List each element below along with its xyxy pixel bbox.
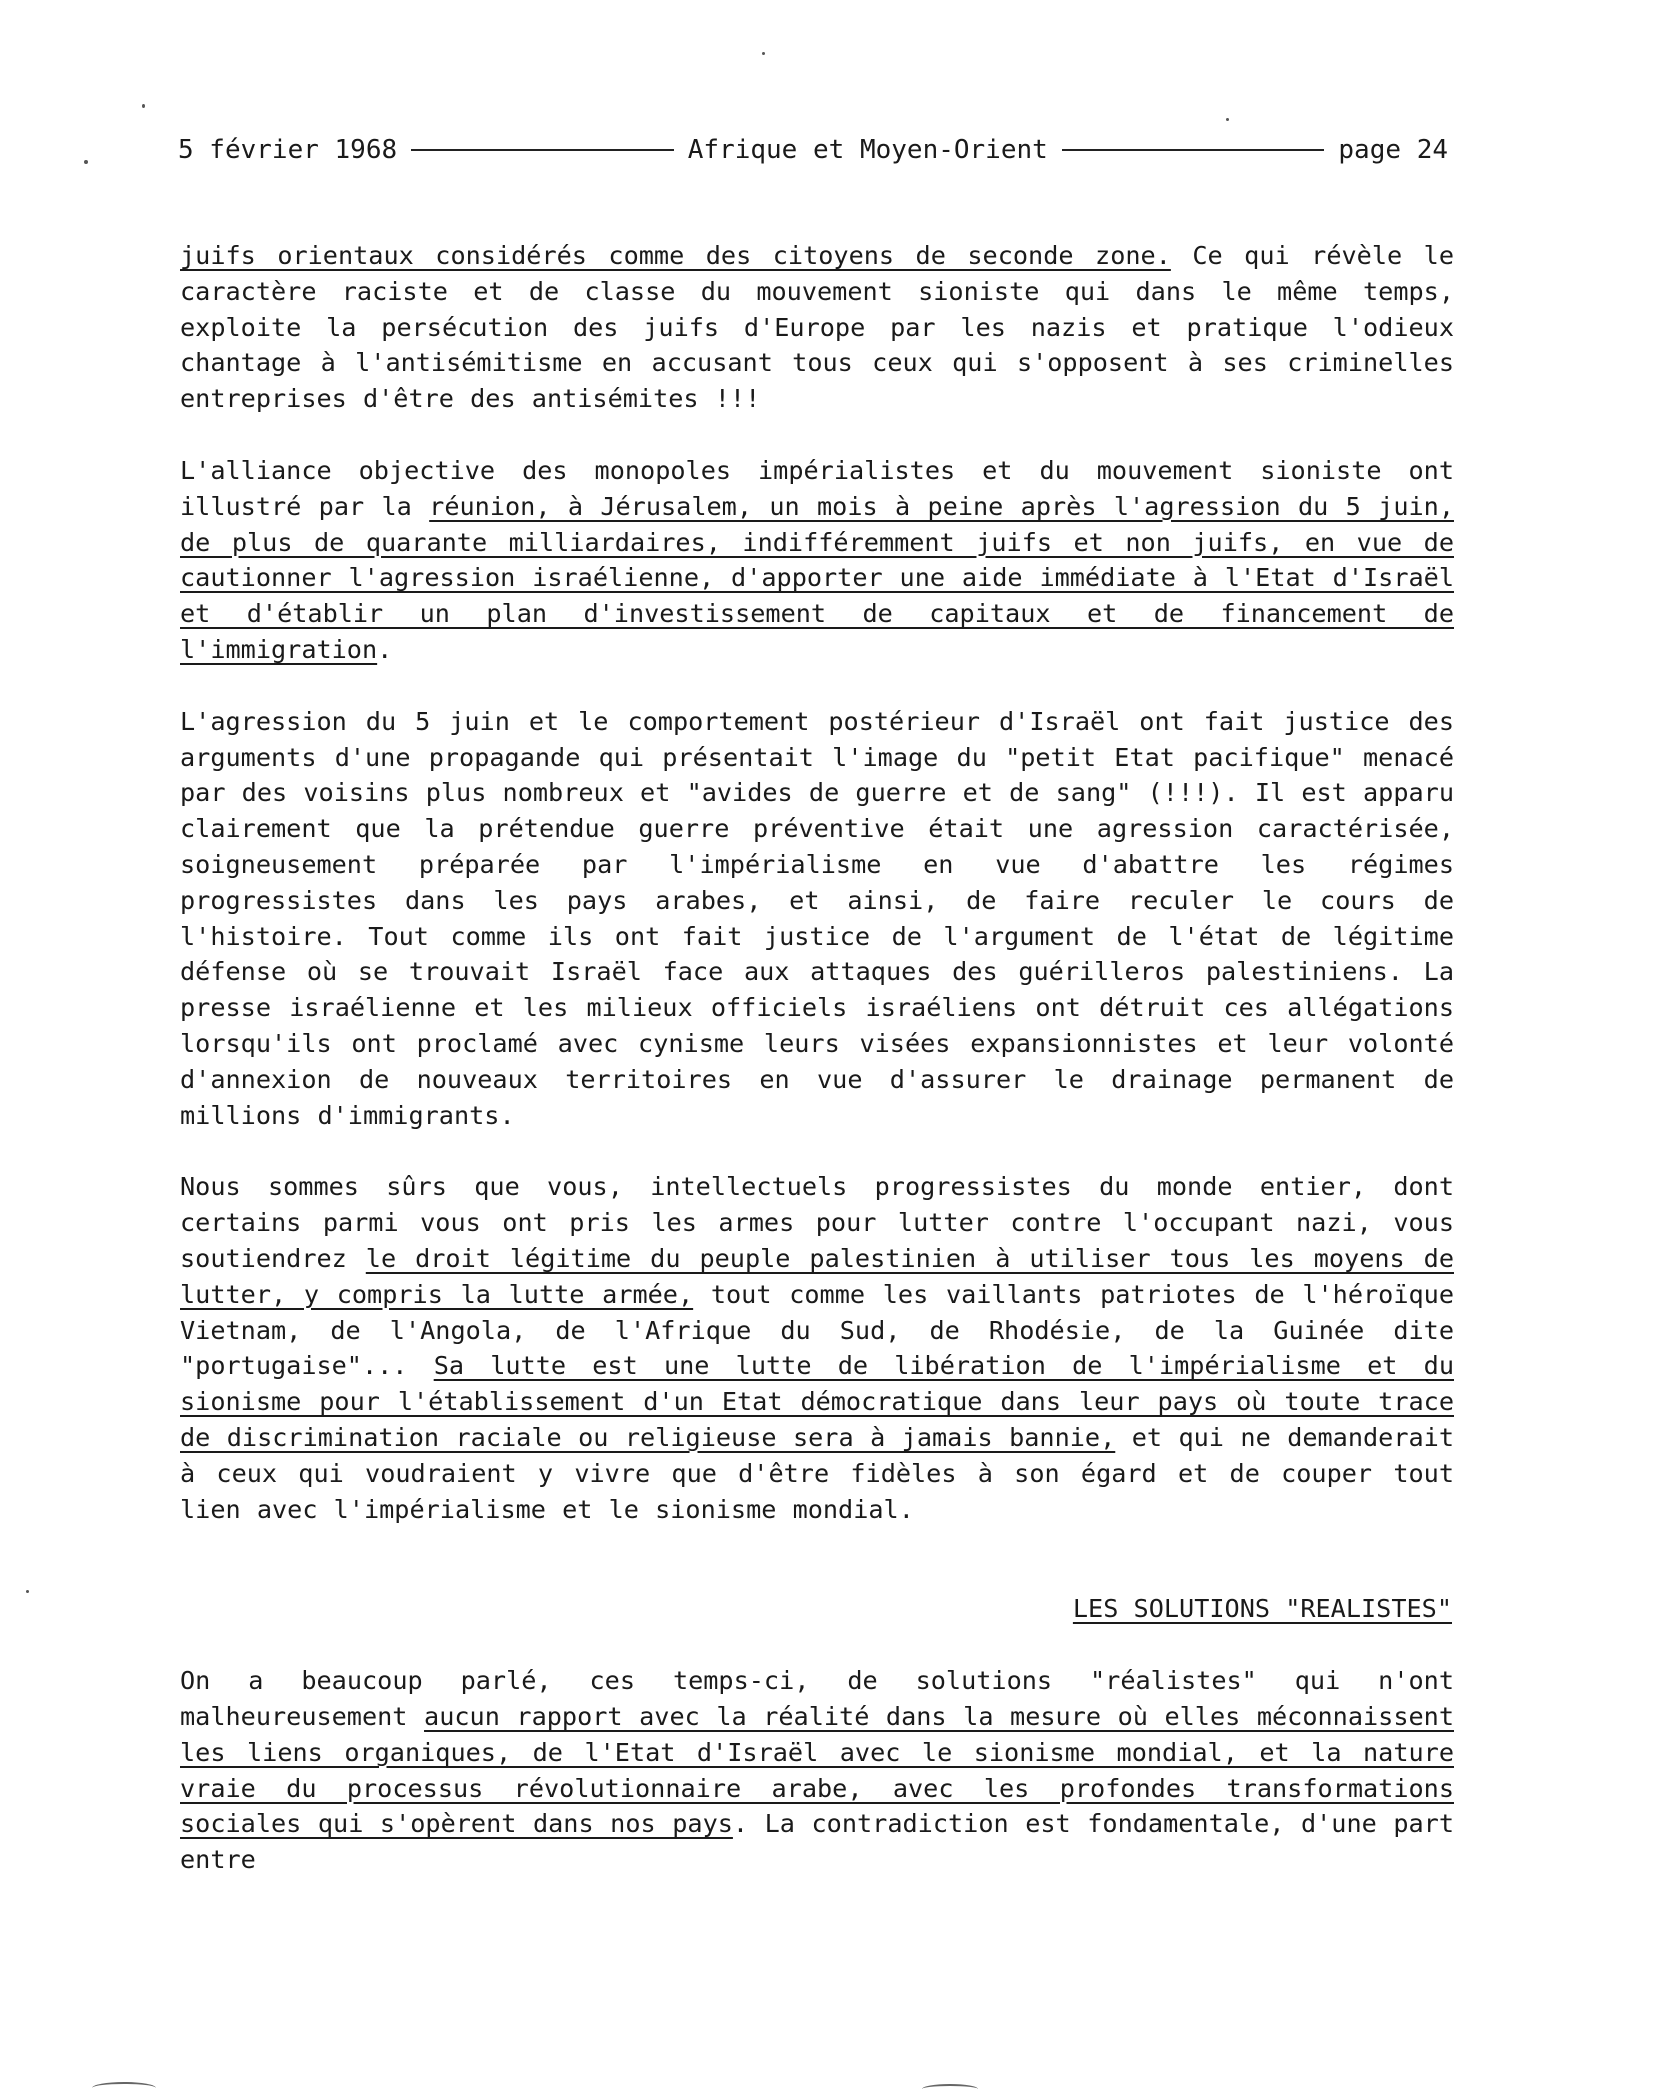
scan-mark <box>92 2082 156 2094</box>
paragraph-4 <box>180 1169 1454 1527</box>
scan-speck <box>762 52 765 55</box>
text-run: . <box>377 634 393 664</box>
header-rule-right <box>1062 149 1325 151</box>
paragraph-2 <box>180 453 1454 668</box>
final-paragraph <box>180 1663 1454 1878</box>
scan-speck <box>1226 118 1229 121</box>
text-run: et qui ne demanderait à ceux qui voudraient y vivre que d'être fidèles à son égard et de couper tout lien avec l'impérialisme et le sionisme mondial. <box>180 1422 1454 1524</box>
underlined-text: juifs orientaux considérés comme des citoyens de seconde zone. <box>180 241 1171 270</box>
underlined-text: le droit légitime du peuple palestinien à utiliser tous les moyens de lutter, y compris la lutte armée, <box>180 1243 1454 1309</box>
text-run: Ce qui révèle le caractère raciste et de classe du mouvement sioniste qui dans le même temps, exploite la persécution des juifs d'Europe par les nazis et pratique l'odieux chantage à l'antisémitisme en accusant tous ceux qui s'opposent à ses criminelles entreprises d'être des antisémites !!! <box>180 241 1454 414</box>
underlined-text: réunion, à Jérusalem, un mois à peine après l'agression du 5 juin, de plus de quarante milliardaires, indifféremment juifs et non juifs, en vue de cautionner l'agression israélienne, d'apporter une aide immédiate à l'Etat d'Israël et d'établir un plan d'investissement de capitaux et de financement de l'immigration <box>180 491 1454 664</box>
header-rule-left <box>411 149 674 151</box>
text-run: L'agression du 5 juin et le comportement postérieur d'Israël ont fait justice des arguments d'une propagande qui présentait l'image du "petit Etat pacifique" menacé par des voisins plus nombreux et "avides de guerre et de sang" (!!!). Il est apparu clairement que la prétendue guerre préventive était une agression caractérisée, soigneusement préparée par l'impérialisme en vue d'abattre les régimes progressistes dans les pays arabes, et ainsi, de faire reculer le cours de l'histoire. Tout comme ils ont fait justice de l'argument de l'état de légitime défense où se trouvait Israël face aux attaques des guérilleros palestiniens. La presse israélienne et les milieux officiels israéliens ont détruit ces allégations lorsqu'ils ont proclamé avec cynisme leurs visées expansionnistes et leur volonté d'annexion de nouveaux territoires en vue d'assurer le drainage permanent de millions d'immigrants. <box>180 706 1454 1130</box>
paragraph-3 <box>180 704 1454 1134</box>
header-page-number: 24 <box>1416 135 1448 165</box>
underlined-text: aucun rapport avec la réalité dans la mesure où elles méconnaissent les liens organiques, de l'Etat d'Israël avec le sionisme mondial, et la nature vraie du processus révolutionnaire arabe, avec les profondes transformations sociales qui s'opèrent dans nos pays <box>180 1702 1454 1839</box>
paragraph-1 <box>180 238 1454 417</box>
header-page-label: page <box>1338 135 1402 165</box>
text-run: tout comme les vaillants patriotes de l'héroïque Vietnam, de l'Angola, de l'Afrique du Sud, de Rhodésie, de la Guinée dite "portugaise"... <box>180 1279 1454 1381</box>
scan-mark <box>922 2084 978 2094</box>
scan-speck <box>26 1590 29 1593</box>
scan-speck <box>142 104 145 108</box>
scan-speck <box>84 160 88 164</box>
underlined-text: Sa lutte est une lutte de libération de l'impérialisme et du sionisme pour l'établissement d'un Etat démocratique dans leur pays où toute trace de discrimination raciale ou religieuse sera à jamais bannie, <box>180 1351 1454 1452</box>
text-run: On a beaucoup parlé, ces temps-ci, de solutions "réalistes" qui n'ont malheureusement <box>180 1666 1454 1732</box>
section-title-text: LES SOLUTIONS "REALISTES" <box>1072 1594 1452 1624</box>
header-date: 5 février 1968 <box>178 135 398 165</box>
page-header <box>178 135 1448 165</box>
text-run: L'alliance objective des monopoles impérialistes et du mouvement sioniste ont illustré par la <box>180 455 1454 521</box>
section-title <box>180 1591 1454 1627</box>
text-run: Nous sommes sûrs que vous, intellectuels progressistes du monde entier, dont certains parmi vous ont pris les armes pour lutter contre l'occupant nazi, vous soutiendrez <box>180 1172 1454 1273</box>
document-body <box>180 238 1454 1878</box>
header-publication: Afrique et Moyen-Orient <box>687 135 1048 165</box>
text-run: . La contradiction est fondamentale, d'une part entre <box>180 1809 1454 1875</box>
